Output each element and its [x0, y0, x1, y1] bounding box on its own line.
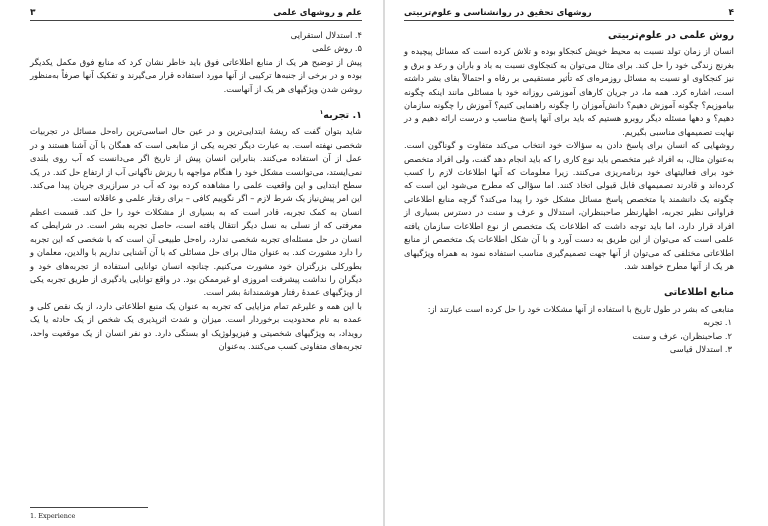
- right-page: [384, 0, 768, 526]
- header-title: روشهای تحقیق در روانشناسی و علوم‌تربیتی: [404, 8, 592, 18]
- paragraph: شاید بتوان گفت که ریشهٔ ابتدایی‌ترین و در عین حال اساسی‌ترین راه‌حل مسائل در تجربیات شخصی نهفته است. به عبارت دیگر تجربه یکی از منابعی است که همگان با آن آشنا هستند و در عمل از آن استفاده می‌کنند. بنابراین انسان پیش از تاریخ اگر می‌دانست که آب روی بلندی نمی‌ایستد، می‌توانست مشکل خود را هنگام مواجهه با ریزش ناگهانی آب از ارتفاع حل کند. در یک سطح ابتدایی و این واقعیت علمی را مشاهده کرده بود که آب در سرازیری جریان پیدا می‌کند. این امر پیش‌نیاز یک شرط لازم – اگر نگوییم کافی – برای رفتار علمی و عاقلانه است.: [30, 126, 362, 204]
- list-item: ۲. صاحبنظران، عرف و سنت: [632, 330, 732, 341]
- right-body: [404, 29, 734, 356]
- running-head-right: [404, 8, 734, 21]
- section-heading: روش علمی در علوم‌تربیتی: [607, 30, 734, 41]
- header-title: علم و روشهای علمی: [273, 8, 362, 18]
- section-heading: ۱. تجربه$^۱$: [319, 108, 362, 122]
- list-item: ۵. روش علمی: [312, 43, 362, 54]
- list-item: ۴. استدلال استقرایی: [290, 30, 362, 40]
- page-number: ۴: [728, 8, 734, 18]
- footnote: 1. Experience: [30, 512, 76, 520]
- footnote-marker: ۱: [319, 108, 324, 116]
- footnote-rule: [30, 507, 148, 508]
- paragraph: انسان از زمان تولد نسبت به محیط خویش کنجکاو بوده و تلاش کرده است که مسائل پیچیده و بغرنج زندگی خود را حل کند. برای مثال می‌توان به کنجکاوی نسبت به باد و باران و رعد و برق و نیز کنجکاوی او نسبت به مسائل روزمره‌ای که تأثیر مستقیمی بر رفاه و احتمالاً بقای بشر داشته است، اشاره کرد. همه ما، در جریان کارهای آموزشی روزانه خود با مسائلی مانند اینکه چگونه بیاموزیم؟ چگونه آموزش دهیم؟ دانش‌آموزان را چگونه راهنمایی کنیم؟ آموزش را چگونه سازمان دهیم؟ و دهها مسئله دیگر روبرو هستیم که باید برای آنها پاسخ مناسب و درست ارائه دهیم و در نهایت تصمیمهای مناسبی بگیریم.: [404, 46, 734, 137]
- left-body: [30, 29, 362, 353]
- paragraph: روشهایی که انسان برای پاسخ دادن به سؤالات خود انتخاب می‌کند متفاوت و گوناگون است. به‌عنوان مثال، به افراد غیر متخصص باید نوع کاری را که باید انجام دهد گفت، ولی افراد متخصص خود برای فعالیتهای خود برنامه‌ریزی می‌کنند. زیرا معلومات که آنها اطلاعات لازم را کسب کرده‌اند و قادرند تصمیمهای قابل قبولی اتخاذ کنند. اما سؤالی که مطرح می‌شود این است که چگونه یک دانشمند یا متخصص پاسخ مسائل مشکل خود را پیدا می‌کند؟ گرچه منابع اطلاعاتی فراوانی نظیر تجربه، اظهارنظر صاحبنظران، استدلال و عرف و سنت در دسترس بسیاری از افراد قرار دارد، اما باید توجه داشت که اطلاعات یک متخصص از نوع اطلاعات سازمان یافته علمی است که می‌توان از این طریق به دست آورد و با آن شکل اطلاعات یک متخصص از منابع اطلاعاتی مختلفی که می‌توان از آنها جهت تصمیم‌گیری مناسب استفاده نمود به همراه ویژگیهای هر یک از آنها مطرح خواهند شد.: [404, 140, 734, 271]
- list-item: ۳. استدلال قیاسی: [669, 343, 732, 354]
- paragraph: با این همه و علیرغم تمام مزایایی که تجربه به عنوان یک منبع اطلاعاتی دارد، از یک نقص کلی و عمده به نام محدودیت برخوردار است. میزان و شدت اثرپذیری یک شخص از یک حادثه یا یک رویداد، به ویژگیهای شخصیتی و فیزیولوژیک او بستگی دارد. دو نفر انسان از یک موقعیت واحد، تجربه‌های متفاوتی کسب می‌کنند. به‌عنوان: [30, 300, 362, 351]
- paragraph: پیش از توضیح هر یک از منابع اطلاعاتی فوق باید خاطر نشان کرد که منابع فوق مکمل یکدیگر بوده و در برخی از جنبه‌ها ترکیبی از آنها مورد استفاده قرار می‌گیرند و تفکیک آنها صرفاً به‌منظور روشن شدن ویژگیهای هر یک از آنهاست.: [30, 56, 362, 94]
- page-number: ۳: [30, 8, 36, 18]
- section-heading: منابع اطلاعاتی: [663, 287, 734, 299]
- running-head-left: [30, 8, 362, 21]
- paragraph: انسان به کمک تجربه، قادر است که به بسیاری از مشکلات خود را حل کند. قسمت اعظم معرفتی که از نسلی به نسل دیگر انتقال یافته است، حاصل تجربه بشر است. در شرایطی که انسان در حل مسئله‌ای تجربه شخصی ندارد، راه‌حل طبیعی آن است که با شخصی که این تجربه را دارد مشورت کند. به عنوان مثال برای حل مسائلی که با آن آشنایی نداریم با والدین، معلمان و بطورکلی بزرگتران خود مشورت می‌کنیم. چنانچه انسان توانایی استفاده از تجربه‌های خود و دیگران را نداشت پیشرفت امروزی او غیرممکن بود. در واقع توانایی یادگیری از طریق تجربه یکی از ویژگیهای عمدهٔ رفتار هوشمندانهٔ بشر است.: [30, 206, 362, 298]
- list-item: ۱. تجربه: [703, 317, 732, 328]
- paragraph: منابعی که بشر در طول تاریخ با استفاده از آنها مشکلات خود را حل کرده است عبارتند از:: [427, 303, 734, 314]
